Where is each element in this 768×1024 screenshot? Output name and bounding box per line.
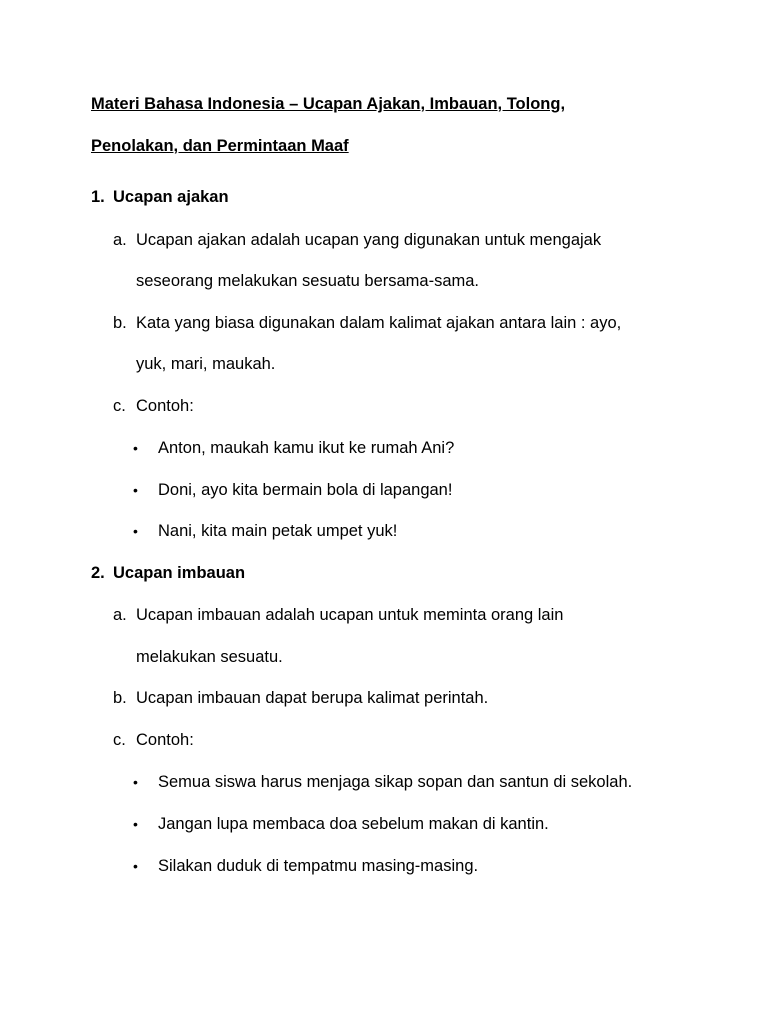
item-text: Ucapan imbauan adalah ucapan untuk meminta orang lain bbox=[136, 606, 564, 624]
item-text: Kata yang biasa digunakan dalam kalimat ajakan antara lain : ayo, bbox=[136, 314, 622, 332]
item-text: Contoh: bbox=[136, 397, 194, 415]
section-number: 2. bbox=[91, 564, 105, 582]
bullet-text: Semua siswa harus menjaga sikap sopan dan santun di sekolah. bbox=[158, 773, 633, 791]
bullet-text: Jangan lupa membaca doa sebelum makan di kantin. bbox=[158, 815, 549, 833]
item-text: seseorang melakukan sesuatu bersama-sama. bbox=[136, 272, 480, 290]
section-heading: Ucapan ajakan bbox=[113, 188, 229, 206]
item-text: yuk, mari, maukah. bbox=[136, 355, 276, 373]
section-heading: Ucapan imbauan bbox=[113, 564, 246, 582]
bullet-icon: • bbox=[133, 858, 138, 874]
item-text: Ucapan imbauan dapat berupa kalimat perintah. bbox=[136, 689, 489, 707]
bullet-icon: • bbox=[133, 440, 138, 456]
item-letter: a. bbox=[113, 606, 127, 624]
section-number: 1. bbox=[91, 188, 105, 206]
bullet-text: Silakan duduk di tempatmu masing-masing. bbox=[158, 857, 479, 875]
item-letter: b. bbox=[113, 314, 127, 332]
bullet-text: Doni, ayo kita bermain bola di lapangan! bbox=[158, 481, 453, 499]
bullet-icon: • bbox=[133, 774, 138, 790]
item-text: Contoh: bbox=[136, 731, 194, 749]
document-title-line-2: Penolakan, dan Permintaan Maaf bbox=[91, 137, 349, 155]
bullet-icon: • bbox=[133, 816, 138, 832]
bullet-text: Nani, kita main petak umpet yuk! bbox=[158, 522, 398, 540]
document-title-line-1: Materi Bahasa Indonesia – Ucapan Ajakan, Imbauan, Tolong, bbox=[91, 95, 566, 113]
bullet-icon: • bbox=[133, 482, 138, 498]
bullet-text: Anton, maukah kamu ikut ke rumah Ani? bbox=[158, 439, 455, 457]
item-letter: c. bbox=[113, 397, 126, 415]
item-letter: c. bbox=[113, 731, 126, 749]
item-text: melakukan sesuatu. bbox=[136, 648, 283, 666]
item-letter: a. bbox=[113, 231, 127, 249]
bullet-icon: • bbox=[133, 523, 138, 539]
item-text: Ucapan ajakan adalah ucapan yang digunakan untuk mengajak bbox=[136, 231, 602, 249]
item-letter: b. bbox=[113, 689, 127, 707]
